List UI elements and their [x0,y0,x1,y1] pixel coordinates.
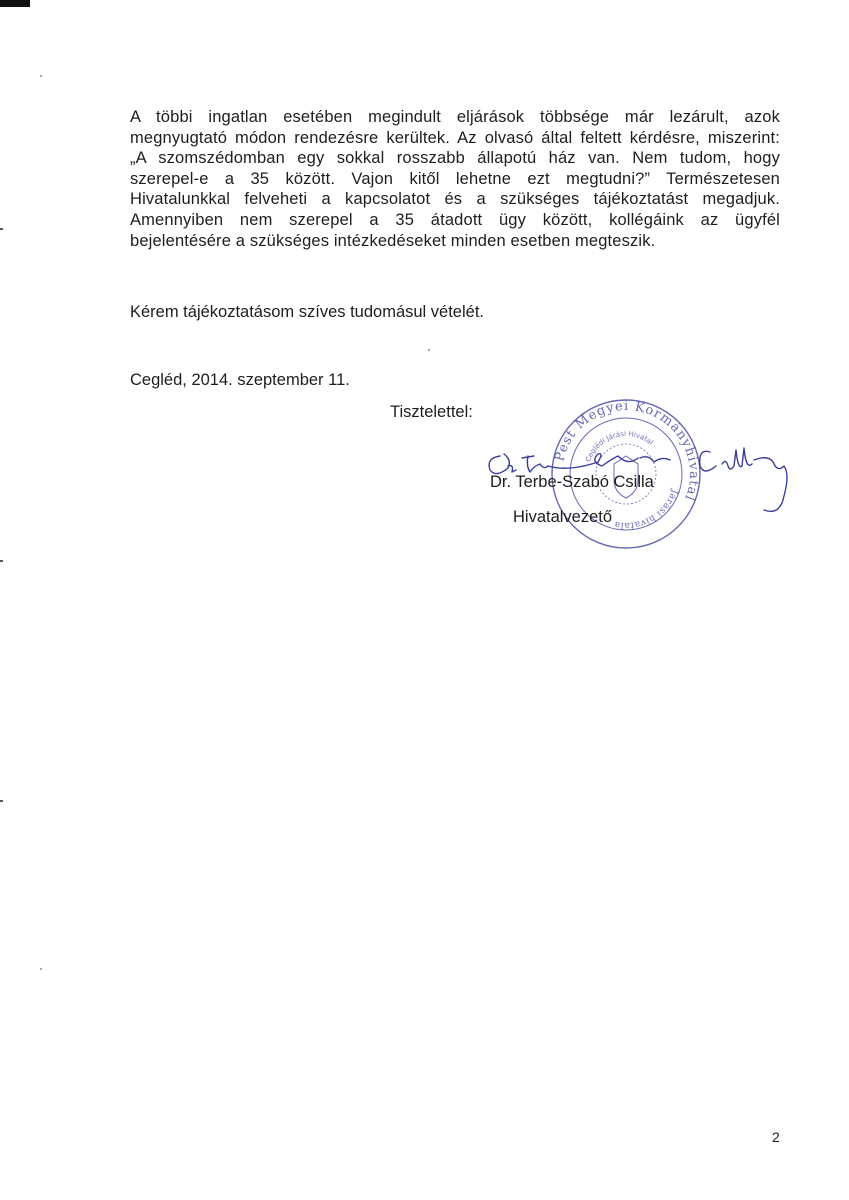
paragraph-line: bejelentésére a szükséges intézkedéseket minden esetben megteszik. [130,231,656,250]
paragraph-line: „A szomszédomban egy sokkal rosszabb állapotú ház van. Nem tudom, hogy [130,149,780,168]
closing-sentence: Kérem tájékoztatásom szíves tudomásul vételét. [130,303,484,321]
letter-body-paragraph [130,107,780,251]
scan-corner-mark [0,0,30,7]
page-number: 2 [772,1129,780,1145]
paragraph-line: Hivatalunkkal felveheti a kapcsolatot és a szükséges tájékoztatást megadjuk. [130,190,780,209]
paragraph-line: Amennyiben nem szerepel a 35 átadott ügy között, kollégáink az ügyfél [130,210,780,229]
stamp-middle-text: Járási hivatala [613,488,680,531]
stamp-outer-text: Pest Megyei Kormányhivatal [552,398,702,504]
paragraph-line: megnyugtató módon rendezésre kerültek. Az olvasó által feltett kérdésre, miszerint: [130,128,780,147]
scan-edge-mark [0,228,3,230]
paragraph-line: szerepel-e a 35 között. Vajon kitől lehetne ezt megtudni?” Természetesen [130,169,780,188]
signer-title: Hivatalvezető [513,508,613,526]
paragraph-line: A többi ingatlan esetében megindult eljárások többsége már lezárult, azok [130,108,780,126]
salutation: Tisztelettel: [390,403,473,421]
scan-edge-mark [0,560,3,562]
place-date: Cegléd, 2014. szeptember 11. [130,371,350,389]
scan-speck [428,349,430,351]
scan-speck [40,968,42,970]
scan-speck [40,75,42,77]
scan-edge-mark [0,800,3,802]
stamp-inner-text: Ceglédi Járási Hivatal [584,429,655,463]
signer-name: Dr. Terbe-Szabó Csilla [490,473,654,491]
